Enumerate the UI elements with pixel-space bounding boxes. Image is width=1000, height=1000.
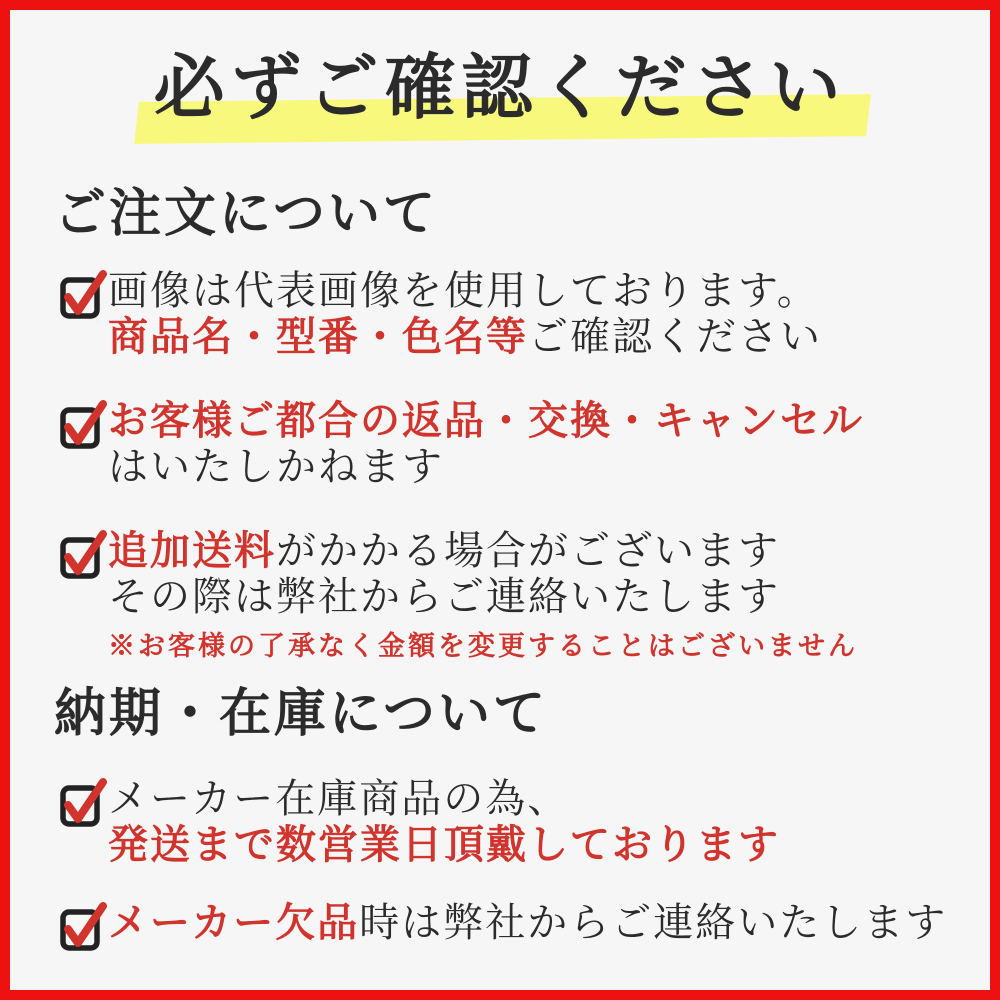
notice-title-text: 必ずご確認ください [153,50,847,128]
item-line [108,574,858,620]
notice-title [153,50,846,128]
item-text: がかかる場合がございます [276,528,780,573]
checkbox-check-icon [58,398,108,452]
item-text: 時は弊社からご連絡いたします [359,900,948,945]
item-text-red: 発送まで数営業日頂戴しております [108,822,780,867]
item-note: ※お客様の了承なく金額を変更することはございません [108,631,858,661]
section-heading-stock: 納期・在庫について [54,686,548,743]
item-text-red: 商品名・型番・色名等 [108,314,528,359]
item-line [108,528,858,574]
item-text: 画像は代表画像を使用しております。 [108,268,819,313]
item-text: メーカー在庫商品の為、 [108,776,570,821]
item-text: ご確認ください [528,314,822,359]
item-text-block [108,528,858,662]
item-line [108,900,947,946]
item-line [108,398,864,444]
item-text-red: お客様ご都合の返品・交換・キャンセル [108,398,864,443]
check-item-maker-shortage [58,900,947,954]
title-wrap [10,50,990,128]
item-text-block [108,776,780,868]
item-text-block [108,900,947,946]
item-line [108,268,822,314]
checkbox-check-icon [58,528,108,582]
checkbox-check-icon [58,900,108,954]
item-text-red: 追加送料 [108,528,276,573]
item-line [108,444,864,490]
item-text: その際は弊社からご連絡いたします [108,574,780,619]
checkbox-check-icon [58,776,108,830]
item-line [108,776,780,822]
item-line [108,822,780,868]
item-text-block [108,398,864,490]
section-heading-order: ご注文について [54,186,438,243]
item-text-block [108,268,822,360]
check-item-no-returns [58,398,864,490]
check-item-representative-image [58,268,822,360]
item-line [108,314,822,360]
item-text-red: メーカー欠品 [108,900,360,945]
item-text: はいたしかねます [108,444,444,489]
check-item-extra-shipping [58,528,858,662]
checkbox-check-icon [58,268,108,322]
check-item-maker-stock [58,776,780,868]
